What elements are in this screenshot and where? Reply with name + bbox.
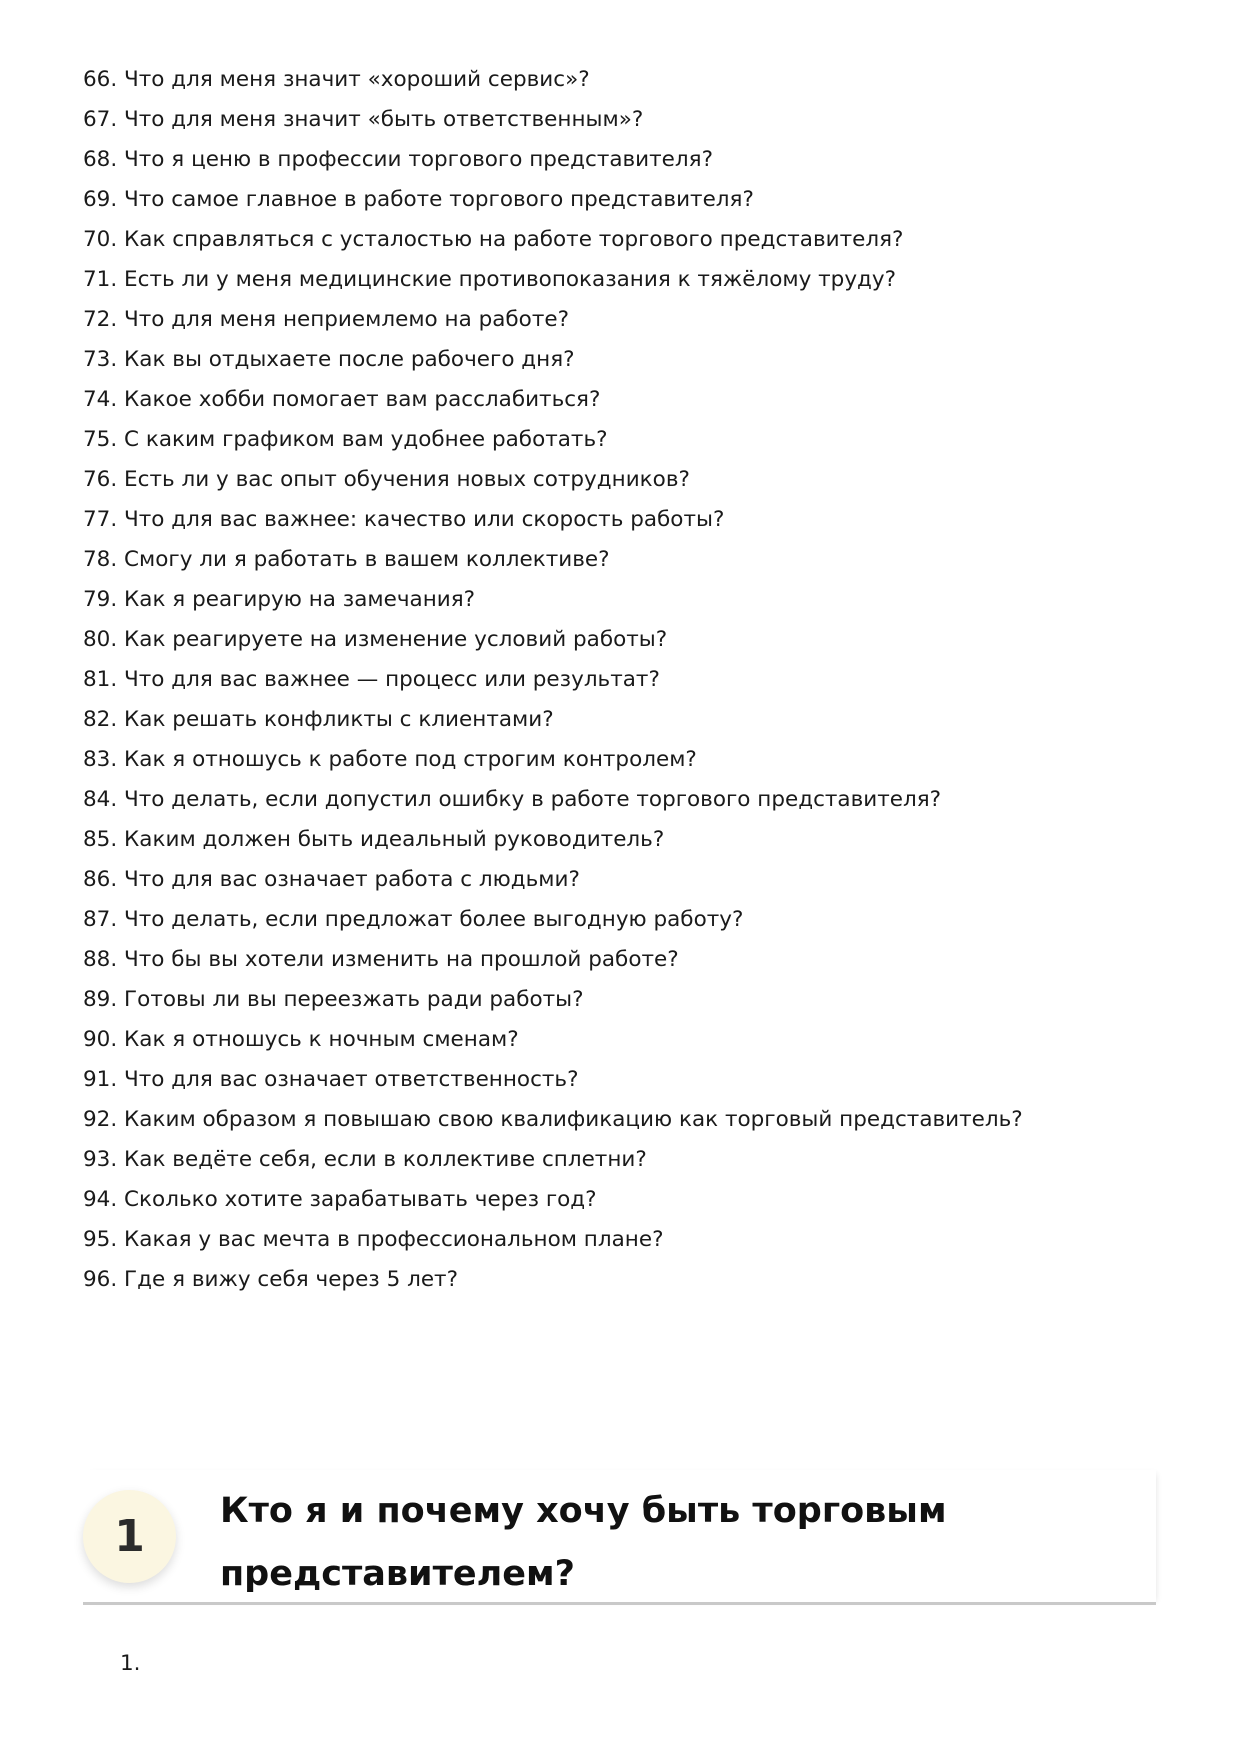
item-number: 96.: [83, 1267, 118, 1292]
item-text: Как реагируете на изменение условий работы?: [124, 627, 668, 652]
list-item: [83, 1140, 1023, 1180]
item-number: 86.: [83, 867, 118, 892]
list-item: [83, 660, 1023, 700]
item-number: 80.: [83, 627, 118, 652]
item-text: Что для вас важнее: качество или скорость работы?: [124, 507, 725, 532]
list-item: [83, 100, 1023, 140]
item-number: 78.: [83, 547, 118, 572]
item-text: Что я ценю в профессии торгового представителя?: [124, 147, 713, 172]
item-text: Каким должен быть идеальный руководитель?: [124, 827, 665, 852]
list-item: [83, 1100, 1023, 1140]
item-number: 73.: [83, 347, 118, 372]
item-text: Есть ли у меня медицинские противопоказания к тяжёлому труду?: [124, 267, 897, 292]
list-item: [83, 700, 1023, 740]
section-title-line-1: Кто я и почему хочу быть торговым: [220, 1491, 947, 1531]
list-item: [83, 500, 1023, 540]
list-item: [83, 620, 1023, 660]
item-text: Что для меня значит «быть ответственным»?: [124, 107, 644, 132]
item-text: Как решать конфликты с клиентами?: [124, 707, 554, 732]
item-text: Какая у вас мечта в профессиональном плане?: [124, 1227, 664, 1252]
item-text: Какое хобби помогает вам расслабиться?: [124, 387, 601, 412]
item-number: 83.: [83, 747, 118, 772]
list-item: [83, 900, 1023, 940]
item-number: 95.: [83, 1227, 118, 1252]
item-number: 68.: [83, 147, 118, 172]
item-number: 79.: [83, 587, 118, 612]
item-number: 75.: [83, 427, 118, 452]
item-number: 91.: [83, 1067, 118, 1092]
list-item: [83, 300, 1023, 340]
item-text: Как я реагирую на замечания?: [124, 587, 476, 612]
item-text: Что бы вы хотели изменить на прошлой работе?: [124, 947, 679, 972]
item-number: 90.: [83, 1027, 118, 1052]
item-text: Как вы отдыхаете после рабочего дня?: [124, 347, 575, 372]
question-list: [83, 60, 1023, 1300]
item-text: Что для вас означает ответственность?: [124, 1067, 579, 1092]
list-item: [83, 740, 1023, 780]
list-item: [83, 140, 1023, 180]
item-number: 74.: [83, 387, 118, 412]
list-item: [83, 780, 1023, 820]
item-number: 84.: [83, 787, 118, 812]
list-item: [83, 980, 1023, 1020]
item-number: 87.: [83, 907, 118, 932]
item-text: Что самое главное в работе торгового представителя?: [124, 187, 754, 212]
list-item: [83, 1020, 1023, 1060]
section-title-line-2: представителем?: [220, 1554, 575, 1594]
item-number: 77.: [83, 507, 118, 532]
item-text: Что для вас важнее — процесс или результат?: [124, 667, 660, 692]
item-number: 85.: [83, 827, 118, 852]
list-item: [83, 940, 1023, 980]
item-text: Что для меня значит «хороший сервис»?: [124, 67, 590, 92]
list-item: [83, 580, 1023, 620]
item-number: 72.: [83, 307, 118, 332]
section-number-badge: 1: [83, 1490, 176, 1583]
item-number: 69.: [83, 187, 118, 212]
item-number: 93.: [83, 1147, 118, 1172]
section-title: [220, 1480, 1120, 1606]
list-item: [83, 460, 1023, 500]
item-text: Сколько хотите зарабатывать через год?: [124, 1187, 597, 1212]
item-number: 89.: [83, 987, 118, 1012]
list-item: [83, 820, 1023, 860]
item-text: Что для вас означает работа с людьми?: [124, 867, 580, 892]
item-text: Смогу ли я работать в вашем коллективе?: [124, 547, 610, 572]
item-number: 94.: [83, 1187, 118, 1212]
item-text: Есть ли у вас опыт обучения новых сотрудников?: [124, 467, 690, 492]
item-number: 66.: [83, 67, 118, 92]
item-text: Что делать, если предложат более выгодную работу?: [124, 907, 744, 932]
item-number: 67.: [83, 107, 118, 132]
item-number: 81.: [83, 667, 118, 692]
item-number: 76.: [83, 467, 118, 492]
list-item: [83, 1060, 1023, 1100]
list-item: [83, 340, 1023, 380]
item-number: 70.: [83, 227, 118, 252]
list-item: [83, 860, 1023, 900]
item-number: 82.: [83, 707, 118, 732]
item-text: Каким образом я повышаю свою квалификацию как торговый представитель?: [124, 1107, 1023, 1132]
item-text: Как я отношусь к работе под строгим контролем?: [124, 747, 697, 772]
list-item: [83, 1260, 1023, 1300]
next-list-first-item: 1.: [120, 1651, 141, 1676]
item-text: С каким графиком вам удобнее работать?: [124, 427, 608, 452]
list-item: [83, 180, 1023, 220]
list-item: [83, 380, 1023, 420]
item-number: 71.: [83, 267, 118, 292]
list-item: [83, 540, 1023, 580]
item-number: 92.: [83, 1107, 118, 1132]
item-number: 88.: [83, 947, 118, 972]
item-text: Готовы ли вы переезжать ради работы?: [124, 987, 584, 1012]
list-item: [83, 60, 1023, 100]
section-header: [83, 1470, 1156, 1605]
item-text: Где я вижу себя через 5 лет?: [124, 1267, 458, 1292]
item-text: Как справляться с усталостью на работе торгового представителя?: [124, 227, 904, 252]
list-item: [83, 420, 1023, 460]
item-text: Что для меня неприемлемо на работе?: [124, 307, 569, 332]
list-item: [83, 1220, 1023, 1260]
list-item: [83, 260, 1023, 300]
list-item: [83, 220, 1023, 260]
item-text: Как я отношусь к ночным сменам?: [124, 1027, 519, 1052]
item-text: Как ведёте себя, если в коллективе сплетни?: [124, 1147, 647, 1172]
list-item: [83, 1180, 1023, 1220]
item-text: Что делать, если допустил ошибку в работе торгового представителя?: [124, 787, 942, 812]
